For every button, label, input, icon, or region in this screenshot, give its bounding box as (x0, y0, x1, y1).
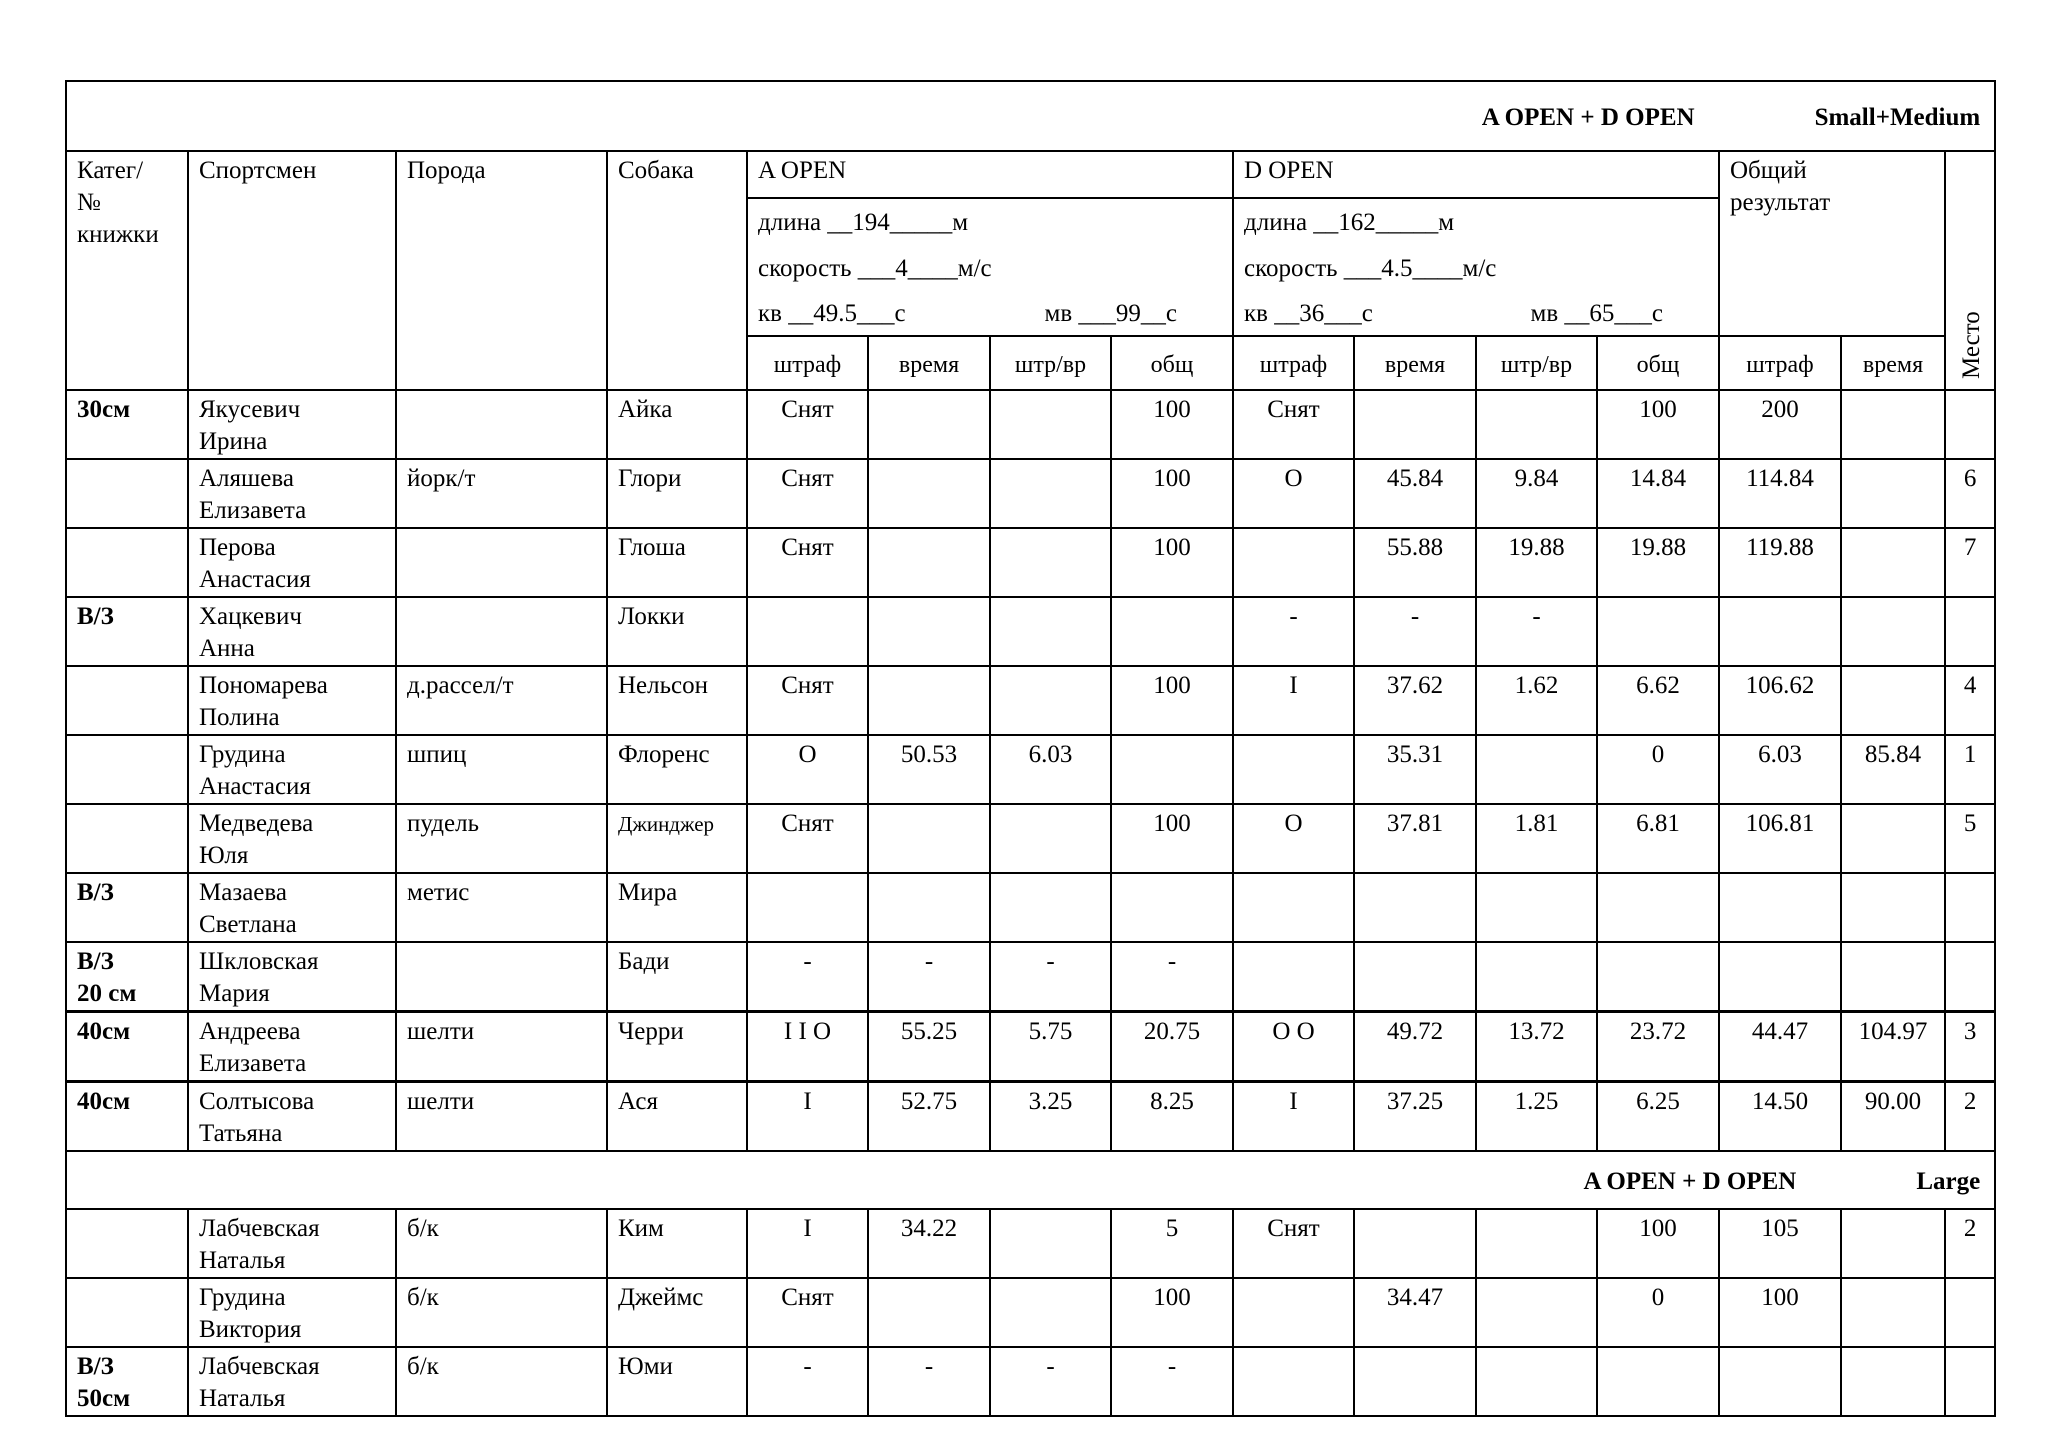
cell-breed: б/к (396, 1278, 607, 1347)
col-d-penalty: штраф (1233, 336, 1354, 390)
cell-a-total: - (1111, 942, 1233, 1012)
section-title: A OPEN + D OPEN (1583, 1167, 1797, 1195)
cell-d-pen-time (1476, 1209, 1597, 1278)
cell-a-total: 100 (1111, 666, 1233, 735)
col-a-time: время (868, 336, 990, 390)
cell-d-pen-time (1476, 1347, 1597, 1416)
cell-d-time (1354, 390, 1476, 459)
col-total-time: время (1841, 336, 1945, 390)
cell-a-pen-time (990, 390, 1111, 459)
a-kv: кв __49.5___с (747, 290, 990, 336)
table-row (66, 1082, 1995, 1152)
cell-category (66, 1209, 188, 1278)
cell-d-total: 19.88 (1597, 528, 1719, 597)
cell-athlete: Грудина Виктория (188, 1278, 396, 1347)
cell-total-penalty: 200 (1719, 390, 1841, 459)
cell-total-penalty: 100 (1719, 1278, 1841, 1347)
cell-category (66, 459, 188, 528)
cell-dog: Юми (607, 1347, 747, 1416)
cell-a-total: 100 (1111, 528, 1233, 597)
cell-athlete: Якусевич Ирина (188, 390, 396, 459)
cell-a-time: 55.25 (868, 1012, 990, 1082)
cell-a-total: 8.25 (1111, 1082, 1233, 1152)
cell-a-penalty: I (747, 1082, 868, 1152)
cell-a-pen-time (990, 873, 1111, 942)
cell-athlete: Медведева Юля (188, 804, 396, 873)
cell-a-pen-time: 6.03 (990, 735, 1111, 804)
cell-d-time: 37.81 (1354, 804, 1476, 873)
section-title: A OPEN + D OPEN (1481, 103, 1695, 131)
cell-category: В/З 50см (66, 1347, 188, 1416)
cell-d-penalty: О (1233, 804, 1354, 873)
cell-d-pen-time: 9.84 (1476, 459, 1597, 528)
cell-d-pen-time (1476, 390, 1597, 459)
cell-a-penalty: О (747, 735, 868, 804)
cell-d-total (1597, 597, 1719, 666)
cell-total-time (1841, 804, 1945, 873)
col-d-total: общ (1597, 336, 1719, 390)
cell-breed: шелти (396, 1012, 607, 1082)
cell-a-pen-time (990, 459, 1111, 528)
cell-a-pen-time (990, 804, 1111, 873)
cell-d-time: 34.47 (1354, 1278, 1476, 1347)
cell-a-time (868, 528, 990, 597)
cell-total-time (1841, 528, 1945, 597)
cell-breed (396, 390, 607, 459)
cell-d-penalty (1233, 1278, 1354, 1347)
cell-dog: Флоренс (607, 735, 747, 804)
cell-d-time (1354, 1347, 1476, 1416)
cell-dog: Черри (607, 1012, 747, 1082)
cell-d-time: 45.84 (1354, 459, 1476, 528)
cell-a-pen-time (990, 597, 1111, 666)
cell-dog: Бади (607, 942, 747, 1012)
cell-place: 4 (1945, 666, 1995, 735)
cell-dog: Джинджер (607, 804, 747, 873)
col-a-pen-time: штр/вр (990, 336, 1111, 390)
cell-a-total: 20.75 (1111, 1012, 1233, 1082)
cell-athlete: Лабчевская Наталья (188, 1209, 396, 1278)
cell-d-time: 35.31 (1354, 735, 1476, 804)
cell-dog: Глори (607, 459, 747, 528)
cell-place (1945, 1278, 1995, 1347)
cell-a-pen-time (990, 528, 1111, 597)
cell-dog: Мира (607, 873, 747, 942)
cell-breed: йорк/т (396, 459, 607, 528)
cell-category: 40см (66, 1012, 188, 1082)
cell-category: В/З (66, 597, 188, 666)
cell-d-pen-time: 1.81 (1476, 804, 1597, 873)
cell-d-pen-time (1476, 735, 1597, 804)
cell-place: 3 (1945, 1012, 1995, 1082)
cell-athlete: Грудина Анастасия (188, 735, 396, 804)
cell-dog: Локки (607, 597, 747, 666)
cell-d-time: 49.72 (1354, 1012, 1476, 1082)
col-total-penalty: штраф (1719, 336, 1841, 390)
table-row (66, 873, 1995, 942)
table-row (66, 942, 1995, 1012)
cell-breed (396, 528, 607, 597)
cell-dog: Ким (607, 1209, 747, 1278)
header-category: Катег/ № книжки (66, 151, 188, 390)
cell-category (66, 666, 188, 735)
cell-d-penalty (1233, 528, 1354, 597)
cell-total-time (1841, 1347, 1945, 1416)
d-speed: скорость ___4.5____м/с (1233, 244, 1719, 290)
rows-small-medium (66, 390, 1995, 1151)
cell-total-penalty: 44.47 (1719, 1012, 1841, 1082)
d-length: длина __162_____м (1233, 198, 1719, 244)
d-kv: кв __36___с (1233, 290, 1476, 336)
section-class: Small+Medium (1814, 103, 1981, 131)
cell-total-penalty (1719, 597, 1841, 666)
cell-a-pen-time (990, 1209, 1111, 1278)
cell-a-time (868, 459, 990, 528)
cell-a-total: 100 (1111, 390, 1233, 459)
cell-d-total: 0 (1597, 1278, 1719, 1347)
cell-total-penalty: 114.84 (1719, 459, 1841, 528)
col-a-total: общ (1111, 336, 1233, 390)
table-row (66, 390, 1995, 459)
cell-d-pen-time (1476, 873, 1597, 942)
cell-breed: шпиц (396, 735, 607, 804)
cell-d-pen-time (1476, 942, 1597, 1012)
col-d-time: время (1354, 336, 1476, 390)
table-row (66, 459, 1995, 528)
table-row (66, 1347, 1995, 1416)
cell-place: 2 (1945, 1209, 1995, 1278)
cell-d-total (1597, 1347, 1719, 1416)
cell-d-penalty (1233, 1347, 1354, 1416)
cell-dog: Джеймс (607, 1278, 747, 1347)
cell-a-total: 100 (1111, 804, 1233, 873)
cell-d-pen-time: - (1476, 597, 1597, 666)
cell-total-penalty: 106.62 (1719, 666, 1841, 735)
header-a-open: A OPEN (747, 151, 1233, 198)
col-a-penalty: штраф (747, 336, 868, 390)
cell-place (1945, 942, 1995, 1012)
cell-a-penalty: Снят (747, 666, 868, 735)
cell-dog: Ася (607, 1082, 747, 1152)
table-row (66, 597, 1995, 666)
cell-a-penalty: I I О (747, 1012, 868, 1082)
a-mv: мв ___99__с (990, 290, 1233, 336)
cell-category: В/З (66, 873, 188, 942)
cell-place (1945, 1347, 1995, 1416)
cell-a-total (1111, 597, 1233, 666)
cell-place (1945, 597, 1995, 666)
cell-d-penalty: Снят (1233, 1209, 1354, 1278)
cell-total-time (1841, 1209, 1945, 1278)
cell-d-penalty (1233, 873, 1354, 942)
cell-total-time (1841, 597, 1945, 666)
cell-category (66, 804, 188, 873)
cell-d-time (1354, 1209, 1476, 1278)
cell-total-penalty: 119.88 (1719, 528, 1841, 597)
cell-d-time: - (1354, 597, 1476, 666)
cell-total-time (1841, 390, 1945, 459)
cell-a-time: - (868, 942, 990, 1012)
cell-total-time (1841, 1278, 1945, 1347)
cell-d-total: 6.81 (1597, 804, 1719, 873)
cell-a-time (868, 1278, 990, 1347)
cell-category: 30см (66, 390, 188, 459)
cell-a-time (868, 597, 990, 666)
cell-athlete: Лабчевская Наталья (188, 1347, 396, 1416)
cell-athlete: Пономарева Полина (188, 666, 396, 735)
cell-total-penalty: 14.50 (1719, 1082, 1841, 1152)
cell-place: 6 (1945, 459, 1995, 528)
cell-d-total: 6.25 (1597, 1082, 1719, 1152)
cell-breed (396, 942, 607, 1012)
cell-athlete: Хацкевич Анна (188, 597, 396, 666)
cell-d-penalty: О О (1233, 1012, 1354, 1082)
cell-d-time: 55.88 (1354, 528, 1476, 597)
cell-a-time (868, 804, 990, 873)
cell-a-penalty: Снят (747, 390, 868, 459)
cell-a-time: 50.53 (868, 735, 990, 804)
cell-a-pen-time: - (990, 1347, 1111, 1416)
cell-dog: Глоша (607, 528, 747, 597)
cell-place (1945, 390, 1995, 459)
section-header-large (66, 1151, 1995, 1209)
cell-a-pen-time: 3.25 (990, 1082, 1111, 1152)
header-place: Место (1945, 151, 1995, 390)
cell-d-total: 100 (1597, 1209, 1719, 1278)
cell-breed: шелти (396, 1082, 607, 1152)
cell-a-pen-time: 5.75 (990, 1012, 1111, 1082)
cell-athlete: Аляшева Елизавета (188, 459, 396, 528)
cell-category: В/З 20 см (66, 942, 188, 1012)
cell-a-penalty: Снят (747, 528, 868, 597)
cell-dog: Айка (607, 390, 747, 459)
cell-total-penalty: 6.03 (1719, 735, 1841, 804)
cell-breed: метис (396, 873, 607, 942)
cell-a-penalty: - (747, 1347, 868, 1416)
cell-category (66, 528, 188, 597)
results-table (65, 80, 1996, 1417)
cell-d-pen-time (1476, 1278, 1597, 1347)
cell-d-penalty (1233, 735, 1354, 804)
cell-a-time (868, 390, 990, 459)
cell-a-penalty: Снят (747, 804, 868, 873)
cell-a-total (1111, 735, 1233, 804)
cell-category (66, 1278, 188, 1347)
header-dog: Собака (607, 151, 747, 390)
header-breed: Порода (396, 151, 607, 390)
cell-a-penalty: - (747, 942, 868, 1012)
cell-breed: б/к (396, 1209, 607, 1278)
header-total: Общий результат (1719, 151, 1945, 336)
cell-d-time (1354, 942, 1476, 1012)
cell-a-pen-time: - (990, 942, 1111, 1012)
cell-athlete: Солтысова Татьяна (188, 1082, 396, 1152)
cell-a-time: - (868, 1347, 990, 1416)
d-mv: мв __65___с (1476, 290, 1719, 336)
cell-d-total (1597, 873, 1719, 942)
cell-total-penalty (1719, 1347, 1841, 1416)
cell-a-time: 52.75 (868, 1082, 990, 1152)
cell-d-pen-time: 1.62 (1476, 666, 1597, 735)
cell-place (1945, 873, 1995, 942)
cell-a-penalty (747, 873, 868, 942)
cell-breed: пудель (396, 804, 607, 873)
a-speed: скорость ___4____м/с (747, 244, 1233, 290)
table-row (66, 1278, 1995, 1347)
cell-a-time: 34.22 (868, 1209, 990, 1278)
cell-total-penalty (1719, 942, 1841, 1012)
cell-total-time (1841, 666, 1945, 735)
cell-d-total: 100 (1597, 390, 1719, 459)
table-row (66, 804, 1995, 873)
cell-d-total (1597, 942, 1719, 1012)
cell-total-penalty: 106.81 (1719, 804, 1841, 873)
cell-category: 40см (66, 1082, 188, 1152)
cell-total-time (1841, 459, 1945, 528)
cell-d-penalty (1233, 942, 1354, 1012)
table-row (66, 1209, 1995, 1278)
table-row (66, 1012, 1995, 1082)
cell-d-total: 14.84 (1597, 459, 1719, 528)
cell-a-pen-time (990, 666, 1111, 735)
cell-dog: Нельсон (607, 666, 747, 735)
table-row (66, 528, 1995, 597)
cell-athlete: Андреева Елизавета (188, 1012, 396, 1082)
cell-a-pen-time (990, 1278, 1111, 1347)
cell-a-penalty: I (747, 1209, 868, 1278)
cell-a-penalty: Снят (747, 1278, 868, 1347)
cell-d-total: 6.62 (1597, 666, 1719, 735)
cell-athlete: Шкловская Мария (188, 942, 396, 1012)
cell-category (66, 735, 188, 804)
cell-d-total: 0 (1597, 735, 1719, 804)
cell-breed: б/к (396, 1347, 607, 1416)
cell-a-penalty (747, 597, 868, 666)
cell-total-time: 90.00 (1841, 1082, 1945, 1152)
cell-d-penalty: I (1233, 1082, 1354, 1152)
rows-large (66, 1209, 1995, 1416)
table-row (66, 735, 1995, 804)
cell-a-total: 100 (1111, 459, 1233, 528)
cell-place: 1 (1945, 735, 1995, 804)
cell-total-time (1841, 873, 1945, 942)
cell-total-time: 85.84 (1841, 735, 1945, 804)
cell-breed (396, 597, 607, 666)
cell-place: 5 (1945, 804, 1995, 873)
cell-total-time: 104.97 (1841, 1012, 1945, 1082)
cell-a-time (868, 666, 990, 735)
cell-d-penalty: О (1233, 459, 1354, 528)
cell-d-time (1354, 873, 1476, 942)
cell-breed: д.рассел/т (396, 666, 607, 735)
cell-d-pen-time: 19.88 (1476, 528, 1597, 597)
cell-total-time (1841, 942, 1945, 1012)
cell-total-penalty: 105 (1719, 1209, 1841, 1278)
a-length: длина __194_____м (747, 198, 1233, 244)
table-row (66, 666, 1995, 735)
cell-d-penalty: I (1233, 666, 1354, 735)
cell-place: 2 (1945, 1082, 1995, 1152)
cell-athlete: Мазаева Светлана (188, 873, 396, 942)
col-d-pen-time: штр/вр (1476, 336, 1597, 390)
section-class: Large (1916, 1167, 1981, 1195)
cell-d-time: 37.62 (1354, 666, 1476, 735)
cell-d-pen-time: 1.25 (1476, 1082, 1597, 1152)
results-sheet (65, 80, 1994, 1412)
cell-a-total: 100 (1111, 1278, 1233, 1347)
cell-a-penalty: Снят (747, 459, 868, 528)
header-d-open: D OPEN (1233, 151, 1719, 198)
cell-a-total: - (1111, 1347, 1233, 1416)
cell-a-total (1111, 873, 1233, 942)
section-header-small-medium (66, 81, 1995, 151)
cell-a-time (868, 873, 990, 942)
cell-athlete: Перова Анастасия (188, 528, 396, 597)
cell-d-penalty: - (1233, 597, 1354, 666)
cell-d-penalty: Снят (1233, 390, 1354, 459)
cell-a-total: 5 (1111, 1209, 1233, 1278)
cell-d-pen-time: 13.72 (1476, 1012, 1597, 1082)
cell-place: 7 (1945, 528, 1995, 597)
header-athlete: Спортсмен (188, 151, 396, 390)
cell-total-penalty (1719, 873, 1841, 942)
cell-d-total: 23.72 (1597, 1012, 1719, 1082)
cell-d-time: 37.25 (1354, 1082, 1476, 1152)
